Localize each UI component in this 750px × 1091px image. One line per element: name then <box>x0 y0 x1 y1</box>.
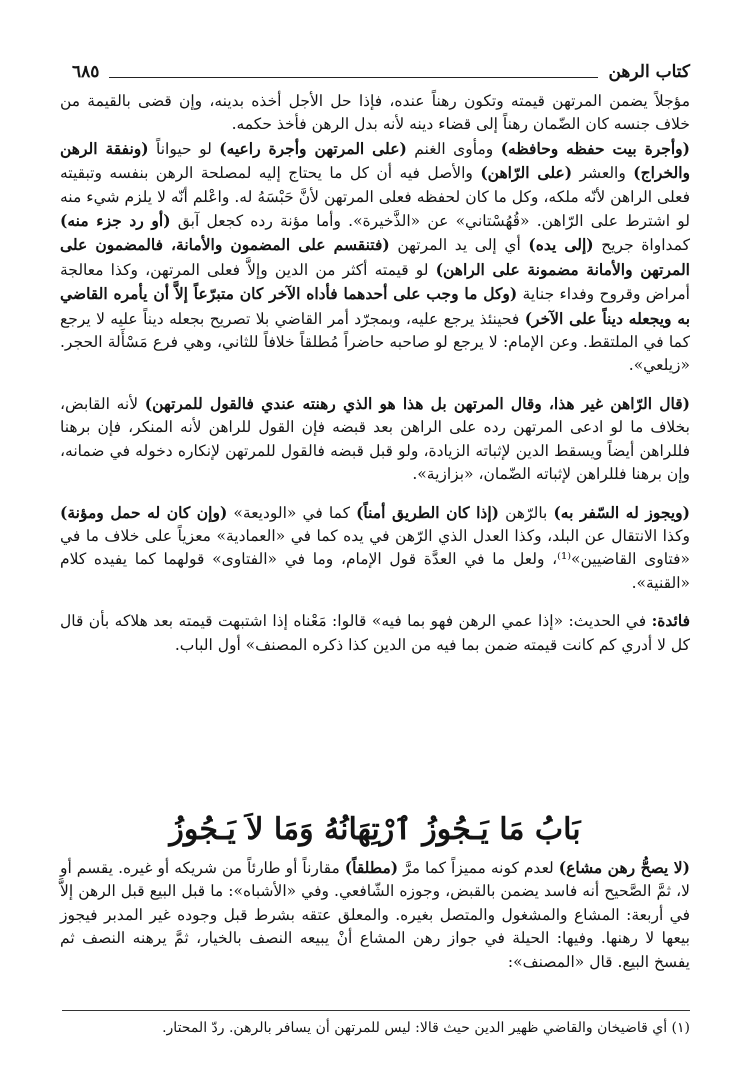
sharh-text: ومأوى الغنم <box>406 139 501 158</box>
sharh-text: والأصل فيه أن كل ما يحتاج إليه لمصلحة الرهن بنفسه وتبقيته فعلى الراهن لأنّه ملكه، وكل ما كان لحفظه فعلى المرتهن لأنَّ حَبْسَهُ له. واعْلم أنّه لا يلزم شيء منه لو اشترط على الرّاهن. «قُهُسْتاني» عن «الذَّخيرة». وأما مؤنة رده كجعل آبق <box>60 164 690 231</box>
paragraph <box>60 856 690 974</box>
matn-text: (وكل ما وجب على أحدهما فأداه الآخر كان متبرّعاً إلاَّ أن يأمره القاضي به ويجعله ديناً على الآخر) <box>60 284 691 328</box>
sharh-text: مؤجلاً يضمن المرتهن قيمته وتكون رهناً عنده، فإذا حل الأجل أخذه بدينه، وإن قضى بالقيمة من خلاف جنسه كان الضّمان رهناً إلى قضاء دينه لأنه بدل الرهن فأخذ حكمه. <box>60 92 690 134</box>
matn-text: (إذا كان الطريق أمناً) <box>356 502 499 522</box>
matn-text: (أو رد جزء منه) <box>60 211 171 231</box>
sharh-text: فحينئذ يرجع عليه، وبمجرّد أمر القاضي بلا تصريح بجعله ديناً عليه لا يرجع كما في الملتقط. وعن الإمام: لا يرجع لو صاحبه حاضراً مُطلقاً خلافاً للثاني، وهي فرع مَسْأَلة الحجر. «زيلعي». <box>60 309 690 375</box>
page-header <box>72 56 690 88</box>
sharh-text: مقارناً أو طارئاً من شريكه أو غيره. يقسم أو لا، ثمَّ الصَّحيح أنه فاسد يضمن بالقبض، وجوزه الشّافعي. وفي «الأشباه»: ما قبل البيع قبل الرهن إلاَّ في أربعة: المشاع والمشغول والمتصل بغيره. والمعلق عتقه بشرط قبل وجوده غير المدبر فيجوز بيعها لا رهنها. وفيها: الحيلة في جواز رهن المشاع أنْ يبيعه النصف بالخيار، ثمَّ يرهنه النصف ثم يفسخ البيع. قال «المصنف»: <box>60 859 690 971</box>
chapter-text <box>60 856 690 974</box>
matn-text: (ويجوز له السّفر به) <box>553 502 691 522</box>
running-title: كتاب الرهن <box>608 62 690 82</box>
matn-text: (لا يصحُّ رهن مشاع) <box>558 858 690 877</box>
sharh-text: وكذا الانتقال عن البلد، وكذا العدل الذي الرّهن في يده كما في «العمادية» معزياً على خلاف ما في «فتاوى القاضيين»⁽¹⁾، ولعل ما في العدَّة قول الإمام، وما في «الفتاوى» قولهما كما يفيده كلام «القنية». <box>60 526 690 592</box>
sharh-text: كمداواة جريح <box>593 236 690 255</box>
sharh-text: لو قيمته أكثر من الدين وإلاَّ فعلى المرتهن، وكذا معالجة أمراض وقروح وفداء جناية <box>60 260 690 304</box>
paragraph <box>60 90 690 137</box>
sharh-text: والعشر <box>572 164 634 183</box>
main-text <box>60 90 690 657</box>
paragraph <box>60 609 690 657</box>
sharh-text: لأنه القابض، بخلاف ما لو ادعى المرتهن رده على الراهن بعد قبضه فإن القول للراهن لأنه المنكر، فإن برهنا فللراهن أيضاً ويسقط الدين لإثباته الزيادة، ولو قبل قبضه فالقول للمرتهن لإنكاره دخوله في ضمانه، وإن برهنا فللراهن لإثباته الضّمان، «بزازية». <box>60 394 690 484</box>
sharh-text: لو حيواناً <box>148 139 220 158</box>
matn-text: (إلى يده) <box>528 235 594 255</box>
footnote-rule <box>62 1010 690 1011</box>
page-number: ٦٨٥ <box>72 62 100 82</box>
matn-text: (فتنقسم على المضمون والأمانة، فالمضمون على المرتهن والأمانة مضمونة على الراهن) <box>60 235 690 279</box>
matn-text: (وإن كان له حمل ومؤنة) <box>60 502 228 522</box>
matn-text: (على المرتهن وأجرة راعيه) <box>219 138 407 158</box>
footnote: (١) أي قاضيخان والقاضي ظهير الدين حيث قالا: ليس للمرتهن أن يسافر بالرهن. ردّ المحتار. <box>162 1020 690 1036</box>
sharh-text: كما في «الوديعة» <box>227 503 357 522</box>
matn-text: (وأجرة بيت حفظه وحافظه) <box>500 138 690 158</box>
sharh-text: لعدم كونه مميزاً كما مرَّ <box>398 859 559 877</box>
matn-text: فائدة: <box>651 611 690 631</box>
sharh-text: بالرّهن <box>498 503 554 522</box>
header-rule <box>109 77 598 78</box>
paragraph <box>60 137 690 378</box>
sharh-text: أي إلى يد المرتهن <box>389 236 529 255</box>
matn-text: (ونفقة الرهن والخراج) <box>60 138 690 183</box>
matn-text: (على الرّاهن) <box>480 163 573 183</box>
paragraph <box>60 501 690 596</box>
paragraph <box>60 392 690 487</box>
matn-text: (قال الرّاهن غير هذا، وقال المرتهن بل هذا هو الذي رهنته عندي فالقول للمرتهن) <box>144 393 690 413</box>
matn-text: (مطلقاً) <box>344 858 399 877</box>
sharh-text: في الحديث: «إذا عمي الرهن فهو بما فيه» قالوا: مَعْناه إذا اشتبهت قيمته بعد هلاكه بأن قال كل لا أدري كم كانت قيمته ضمن بما فيه من الدين كذا ذكره المصنف» أول الباب. <box>60 612 690 654</box>
chapter-heading: بَابُ مَا يَـجُوزُ ٱرْتِهَانُهُ وَمَا لاَ يَـجُوزُ <box>169 812 581 847</box>
